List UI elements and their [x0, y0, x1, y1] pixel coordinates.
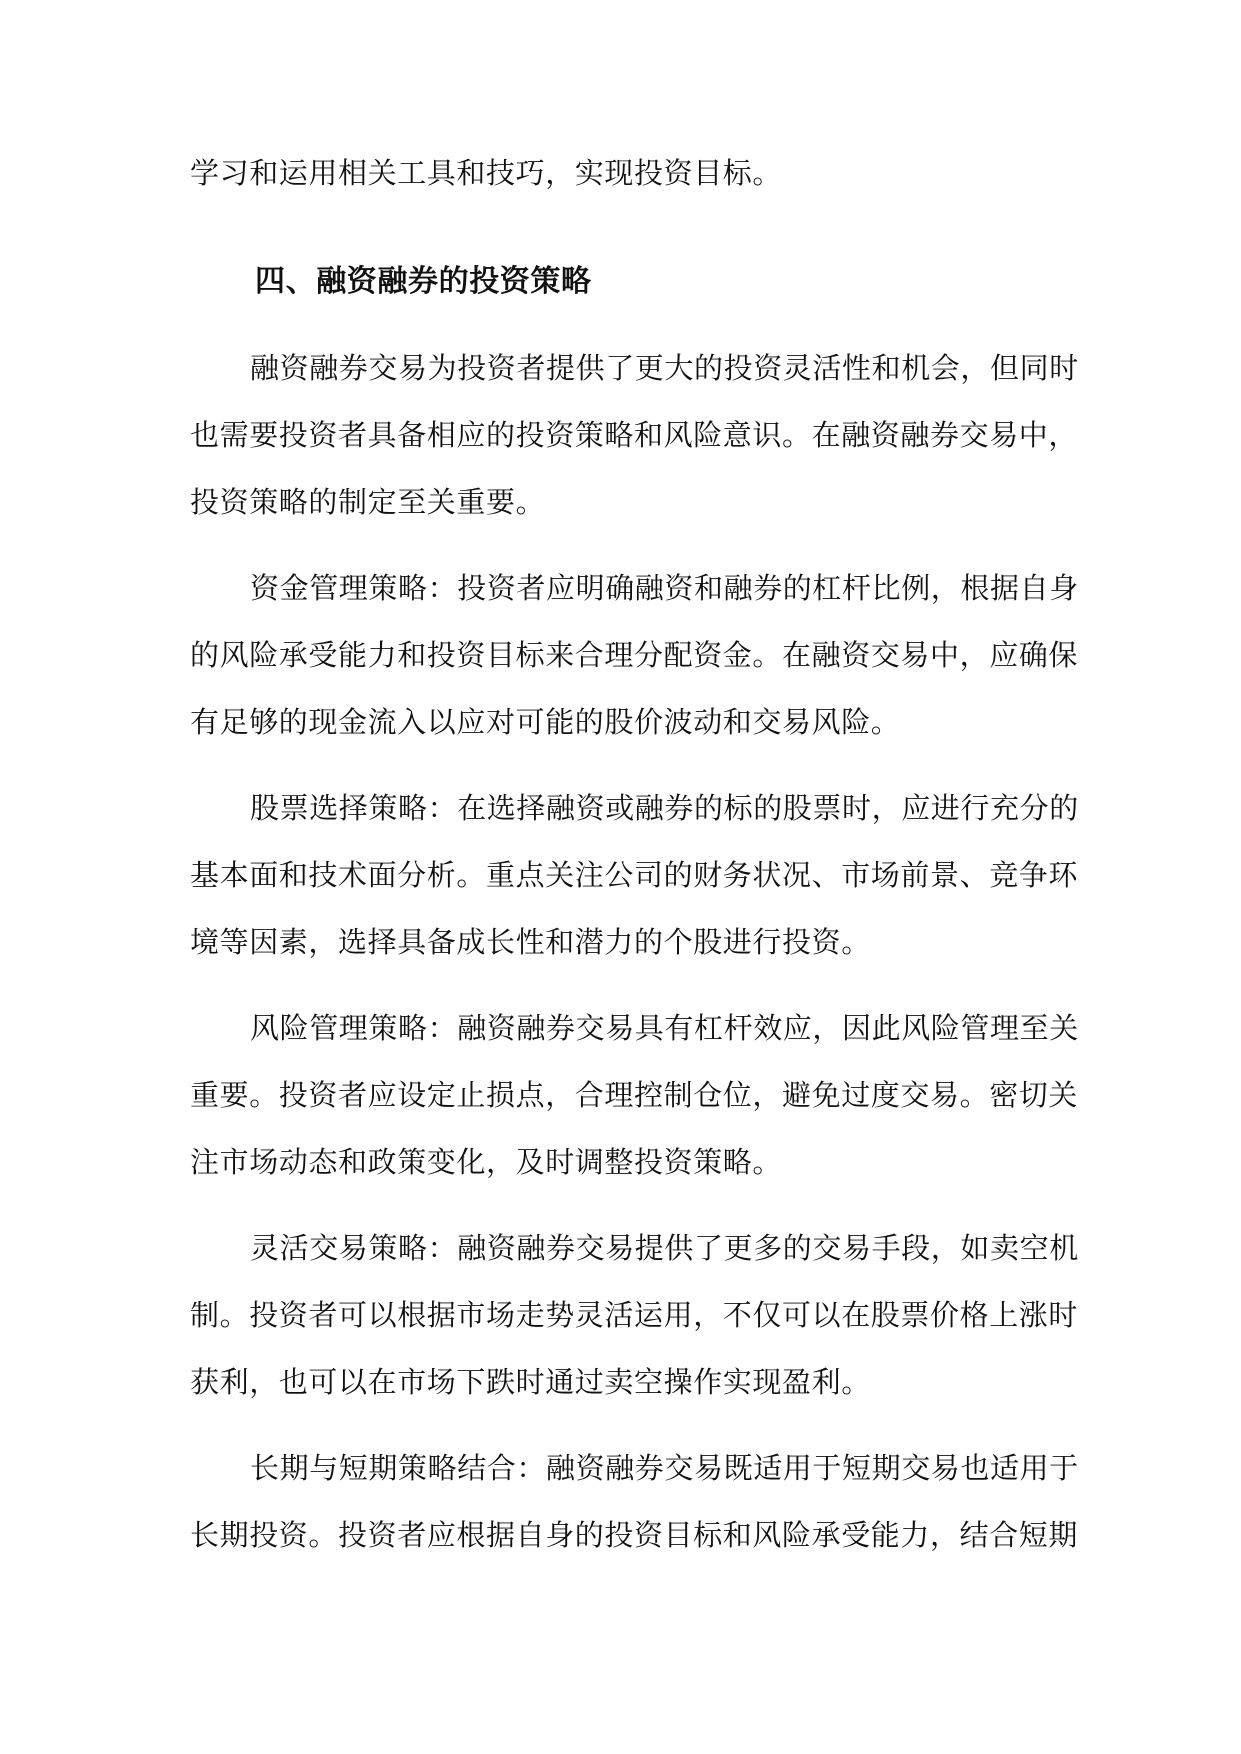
text-line: 也需要投资者具备相应的投资策略和风险意识。在融资融券交易中， — [190, 418, 1079, 452]
text-line: 的风险承受能力和投资目标来合理分配资金。在融资交易中，应确保 — [190, 638, 1079, 672]
paragraph-first-line: 股票选择策略：在选择融资或融券的标的股票时，应进行充分的 — [250, 791, 1079, 825]
text-line: 学习和运用相关工具和技巧，实现投资目标。 — [190, 156, 783, 190]
text-line: 长期投资。投资者应根据自身的投资目标和风险承受能力，结合短期 — [190, 1518, 1079, 1552]
text-line: 获利，也可以在市场下跌时通过卖空操作实现盈利。 — [190, 1365, 871, 1399]
text-line: 重要。投资者应设定止损点，合理控制仓位，避免过度交易。密切关 — [190, 1078, 1079, 1112]
text-line: 注市场动态和政策变化，及时调整投资策略。 — [190, 1145, 783, 1179]
text-line: 投资策略的制定至关重要。 — [190, 485, 546, 519]
paragraph-first-line: 长期与短期策略结合：融资融券交易既适用于短期交易也适用于 — [250, 1451, 1079, 1485]
text-line: 有足够的现金流入以应对可能的股价波动和交易风险。 — [190, 705, 901, 739]
text-line: 基本面和技术面分析。重点关注公司的财务状况、市场前景、竞争环 — [190, 858, 1079, 892]
text-line: 境等因素，选择具备成长性和潜力的个股进行投资。 — [190, 925, 871, 959]
paragraph-first-line: 灵活交易策略：融资融券交易提供了更多的交易手段，如卖空机 — [250, 1231, 1079, 1265]
paragraph-first-line: 融资融券交易为投资者提供了更大的投资灵活性和机会，但同时 — [250, 351, 1079, 385]
paragraph-first-line: 资金管理策略：投资者应明确融资和融券的杠杆比例，根据自身 — [250, 571, 1079, 605]
text-line: 制。投资者可以根据市场走势灵活运用，不仅可以在股票价格上涨时 — [190, 1298, 1079, 1332]
section-heading: 四、融资融券的投资策略 — [255, 264, 592, 299]
paragraph-first-line: 风险管理策略：融资融券交易具有杠杆效应，因此风险管理至关 — [250, 1011, 1079, 1045]
